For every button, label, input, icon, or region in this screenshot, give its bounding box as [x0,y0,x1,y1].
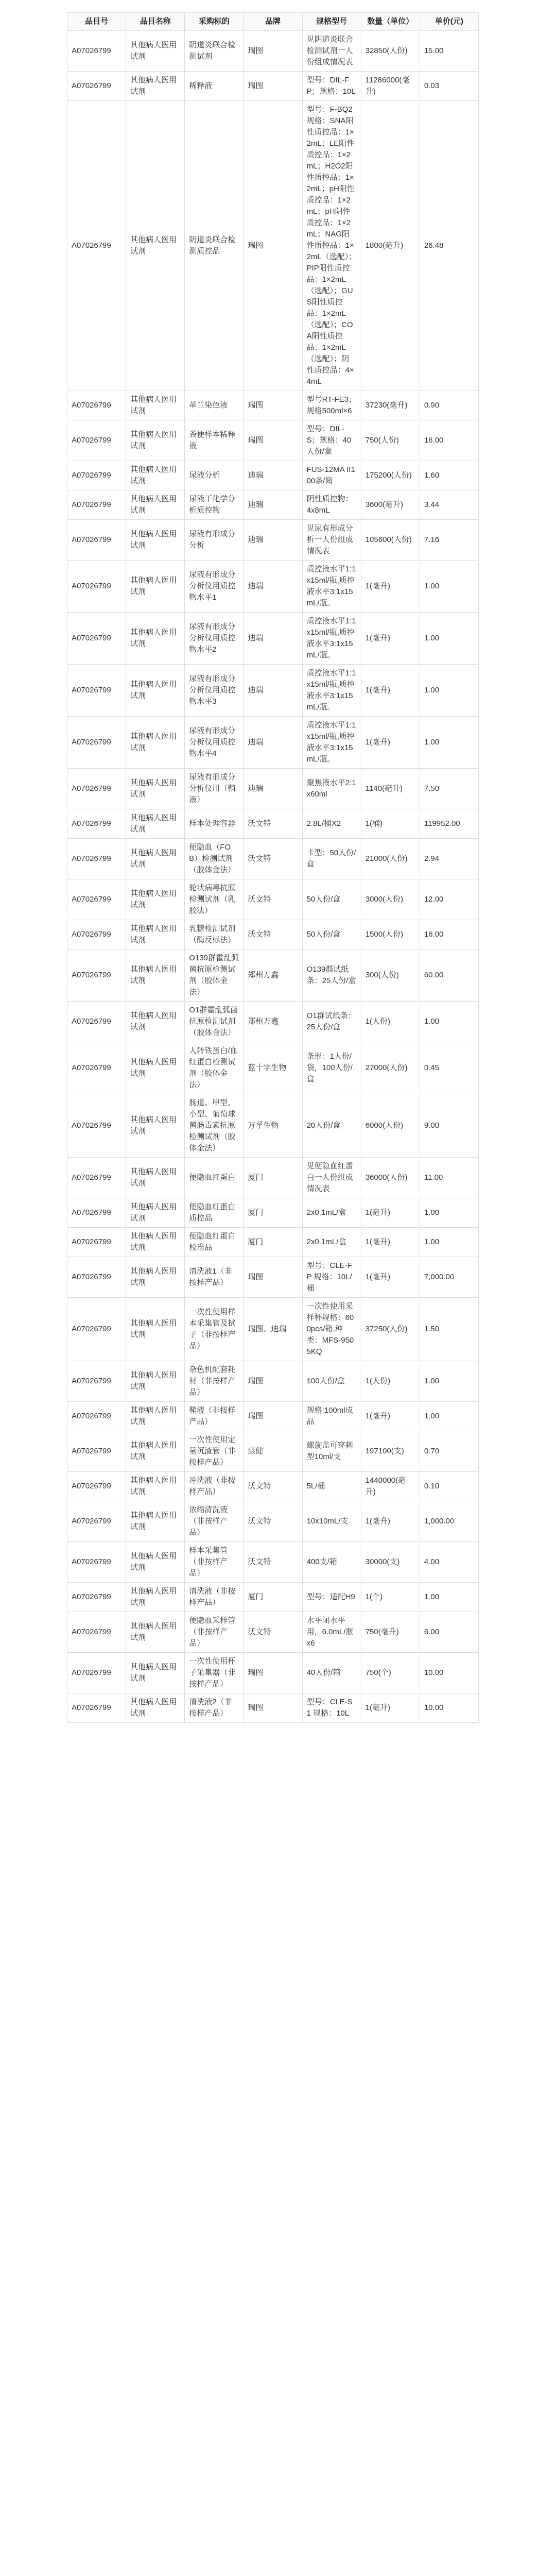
table-body [67,31,479,1723]
cell-item-name: 其他病人医用试剂 [126,1431,185,1472]
header-quantity: 数量（单位） [361,13,420,31]
cell-target: 鞘液（非按样产品） [185,1402,244,1431]
cell-target: O1群霍乱弧菌抗原检测试剂（胶体金法） [185,1002,244,1042]
cell-target: 清洗液2（非按样产品） [185,1693,244,1723]
cell-target: 便隐血红蛋白 [185,1158,244,1198]
cell-brand: 瑞图 [244,1693,302,1723]
cell-spec: 50人份/盒 [302,920,361,950]
cell-item-name: 其他病人医用试剂 [126,839,185,879]
cell-item-code: A07026799 [67,1298,126,1361]
cell-target: 粪便样本稀释液 [185,420,244,461]
cell-item-name: 其他病人医用试剂 [126,1361,185,1402]
cell-unit-price: 11.00 [420,1158,478,1198]
cell-quantity: 6000(人份) [361,1094,420,1158]
cell-unit-price: 12.00 [420,879,478,920]
table-row [67,1653,479,1693]
cell-brand: 沃文特 [244,809,302,839]
cell-spec: 条形：1人份/袋，100人份/盒 [302,1042,361,1094]
cell-item-name: 其他病人医用试剂 [126,420,185,461]
cell-item-code: A07026799 [67,391,126,420]
cell-spec: 10x10mL/支 [302,1501,361,1542]
cell-target: 阴道炎联合检测质控品 [185,101,244,391]
cell-quantity: 1(毫升) [361,1501,420,1542]
cell-quantity: 37250(人份) [361,1298,420,1361]
cell-spec: O139群试纸条：25人份/盒 [302,950,361,1002]
cell-item-code: A07026799 [67,769,126,809]
cell-target: 尿液有形成分分析仪用质控物水平1 [185,561,244,613]
cell-quantity: 1(桶) [361,809,420,839]
cell-brand: 厦门 [244,1198,302,1228]
cell-spec: 型号：适配H9 [302,1583,361,1612]
cell-spec: FUS-12MA II100条/筒 [302,461,361,490]
cell-item-code: A07026799 [67,717,126,769]
cell-unit-price: 7.50 [420,769,478,809]
cell-brand: 迪瑞 [244,461,302,490]
table-row [67,1501,479,1542]
cell-brand: 郑州万鑫 [244,950,302,1002]
cell-target: 革兰染色液 [185,391,244,420]
cell-item-code: A07026799 [67,1257,126,1298]
table-row [67,1094,479,1158]
table-row [67,839,479,879]
cell-item-name: 其他病人医用试剂 [126,490,185,520]
cell-unit-price: 0.45 [420,1042,478,1094]
table-row [67,1198,479,1228]
cell-item-code: A07026799 [67,520,126,561]
cell-spec: 质控液水平1:1x15ml/瓶,质控液水平3:1x15mL/瓶。 [302,717,361,769]
cell-item-code: A07026799 [67,31,126,72]
cell-item-name: 其他病人医用试剂 [126,1501,185,1542]
cell-quantity: 1(毫升) [361,1693,420,1723]
cell-item-code: A07026799 [67,1693,126,1723]
cell-quantity: 750(毫升) [361,1612,420,1653]
cell-quantity: 1800(毫升) [361,101,420,391]
cell-spec: 见便隐血红蛋白一人份组成情况表 [302,1158,361,1198]
cell-quantity: 30000(支) [361,1542,420,1583]
cell-brand: 迪瑞 [244,490,302,520]
cell-quantity: 1(人份) [361,1002,420,1042]
cell-brand: 沃文特 [244,879,302,920]
cell-target: 轮状病毒抗原检测试剂（乳胶法） [185,879,244,920]
table-row [67,950,479,1002]
cell-quantity: 11286000(毫升) [361,72,420,101]
cell-quantity: 36000(人份) [361,1158,420,1198]
cell-unit-price: 0.03 [420,72,478,101]
cell-item-code: A07026799 [67,1612,126,1653]
cell-spec: 质控液水平1:1x15ml/瓶,质控液水平3:1x15mL/瓶。 [302,665,361,717]
cell-unit-price: 1.00 [420,1228,478,1257]
cell-spec: 型号：DIL-FP；规格：10L [302,72,361,101]
cell-brand: 瑞图 [244,72,302,101]
cell-item-name: 其他病人医用试剂 [126,1158,185,1198]
cell-quantity: 197100(支) [361,1431,420,1472]
table-row [67,613,479,665]
cell-unit-price: 0.70 [420,1431,478,1472]
cell-brand: 沃文特 [244,839,302,879]
cell-spec: 20人份/盒 [302,1094,361,1158]
cell-target: 清洗液（非按样产品） [185,1583,244,1612]
cell-quantity: 21000(人份) [361,839,420,879]
table-row [67,1298,479,1361]
cell-unit-price: 4.00 [420,1542,478,1583]
table-row [67,520,479,561]
cell-quantity: 1(毫升) [361,1198,420,1228]
cell-unit-price: 1.60 [420,461,478,490]
cell-item-name: 其他病人医用试剂 [126,809,185,839]
cell-quantity: 1(毫升) [361,1228,420,1257]
cell-unit-price: 1.00 [420,1583,478,1612]
cell-target: 尿液干化学分析质控物 [185,490,244,520]
cell-brand: 迪瑞 [244,613,302,665]
cell-item-name: 其他病人医用试剂 [126,1198,185,1228]
cell-unit-price: 0.10 [420,1472,478,1501]
cell-item-name: 其他病人医用试剂 [126,101,185,391]
table-row [67,420,479,461]
cell-spec: 见尿有形成分析一人份组成情况表 [302,520,361,561]
cell-item-name: 其他病人医用试剂 [126,31,185,72]
cell-spec: 50人份/盒 [302,879,361,920]
cell-unit-price: 10.00 [420,1693,478,1723]
table-row [67,1042,479,1094]
cell-quantity: 3600(毫升) [361,490,420,520]
cell-spec: 型号RT-FE3；规格500ml×6 [302,391,361,420]
cell-item-name: 其他病人医用试剂 [126,950,185,1002]
cell-item-code: A07026799 [67,1198,126,1228]
cell-item-code: A07026799 [67,461,126,490]
cell-brand: 康健 [244,1431,302,1472]
cell-item-name: 其他病人医用试剂 [126,613,185,665]
cell-item-code: A07026799 [67,101,126,391]
cell-item-name: 其他病人医用试剂 [126,1612,185,1653]
cell-quantity: 105600(人份) [361,520,420,561]
cell-unit-price: 7.16 [420,520,478,561]
cell-target: 样本采集管（非按样产品） [185,1542,244,1583]
cell-quantity: 1(毫升) [361,665,420,717]
table-row [67,1612,479,1653]
cell-item-name: 其他病人医用试剂 [126,920,185,950]
cell-brand: 迪瑞 [244,561,302,613]
cell-target: 尿液有形成分分析仪用质控物水平4 [185,717,244,769]
cell-spec: 见阴道炎联合检测试剂一人份组成情况表 [302,31,361,72]
cell-brand: 瑞图 [244,1653,302,1693]
cell-target: 肠道、甲型、小型、葡萄球菌肠毒素抗原检测试剂（胶体金法） [185,1094,244,1158]
cell-spec: 一次性使用采样杯规格：600pcs/箱,种类：MFS-9505KQ [302,1298,361,1361]
cell-unit-price: 3.44 [420,490,478,520]
cell-unit-price: 6.00 [420,1612,478,1653]
table-row [67,461,479,490]
cell-item-code: A07026799 [67,1402,126,1431]
cell-spec: O1群试纸条：25人份/盒 [302,1002,361,1042]
cell-brand: 瑞图 [244,31,302,72]
cell-quantity: 3000(人份) [361,879,420,920]
cell-item-name: 其他病人医用试剂 [126,1042,185,1094]
cell-target: 尿液有形成分分析 [185,520,244,561]
table-row [67,1542,479,1583]
cell-unit-price: 10.00 [420,1653,478,1693]
cell-item-code: A07026799 [67,1653,126,1693]
cell-unit-price: 7,000.00 [420,1257,478,1298]
cell-unit-price: 1.00 [420,1002,478,1042]
cell-unit-price: 15.00 [420,31,478,72]
cell-brand: 迪瑞 [244,665,302,717]
cell-spec: 型号：CLE-S1 规格：10L [302,1693,361,1723]
cell-target: 便隐血（FOB）检测试剂（胶体金法） [185,839,244,879]
cell-brand: 沃文特 [244,1501,302,1542]
header-item-name: 品目名称 [126,13,185,31]
cell-brand: 迪瑞 [244,769,302,809]
cell-item-name: 其他病人医用试剂 [126,879,185,920]
cell-brand: 瑞图、迪瑞 [244,1298,302,1361]
cell-quantity: 300(人份) [361,950,420,1002]
cell-item-code: A07026799 [67,1228,126,1257]
cell-item-code: A07026799 [67,1583,126,1612]
cell-brand: 迪瑞 [244,520,302,561]
cell-target: 样本处理容器 [185,809,244,839]
table-row [67,809,479,839]
cell-brand: 蓝十字生物 [244,1042,302,1094]
table-row [67,101,479,391]
cell-brand: 沃文特 [244,1612,302,1653]
cell-unit-price: 1.00 [420,717,478,769]
table-row [67,31,479,72]
cell-quantity: 1(人份) [361,1361,420,1402]
cell-brand: 沃文特 [244,920,302,950]
cell-target: 人转铁蛋白/血红蛋白检测试剂（胶体金法） [185,1042,244,1094]
table-row [67,1257,479,1298]
cell-spec: 型号：DIL-S；规格：40人份/盒 [302,420,361,461]
cell-spec: 卡型：50人份/盒 [302,839,361,879]
cell-target: 便隐血红蛋白校准品 [185,1228,244,1257]
cell-item-name: 其他病人医用试剂 [126,1228,185,1257]
table-row [67,769,479,809]
cell-brand: 瑞图 [244,420,302,461]
cell-quantity: 1(个) [361,1583,420,1612]
cell-unit-price: 16.00 [420,920,478,950]
cell-unit-price: 0.90 [420,391,478,420]
cell-target: 尿液有形成分分析仪用质控物水平3 [185,665,244,717]
cell-item-code: A07026799 [67,490,126,520]
cell-spec: 2.8L/桶X2 [302,809,361,839]
table-row [67,1361,479,1402]
header-unit-price: 单价(元) [420,13,478,31]
cell-unit-price: 1,000.00 [420,1501,478,1542]
cell-target: 冲洗液（非按样产品） [185,1472,244,1501]
cell-target: 尿液有形成分分析仪用（鞘液） [185,769,244,809]
cell-unit-price: 1.00 [420,665,478,717]
cell-quantity: 27000(人份) [361,1042,420,1094]
header-item-code: 品目号 [67,13,126,31]
cell-quantity: 1140(毫升) [361,769,420,809]
cell-quantity: 37230(毫升) [361,391,420,420]
cell-item-name: 其他病人医用试剂 [126,1402,185,1431]
cell-item-name: 其他病人医用试剂 [126,1693,185,1723]
cell-unit-price: 1.00 [420,1198,478,1228]
cell-unit-price: 9.00 [420,1094,478,1158]
cell-unit-price: 26.48 [420,101,478,391]
cell-brand: 沃文特 [244,1542,302,1583]
cell-spec: 规格:100ml成品 [302,1402,361,1431]
table-row [67,391,479,420]
cell-brand: 瑞图 [244,101,302,391]
table-row [67,561,479,613]
table-row [67,717,479,769]
cell-target: 尿液分析 [185,461,244,490]
cell-item-name: 其他病人医用试剂 [126,561,185,613]
procurement-table [67,12,479,1723]
cell-brand: 厦门 [244,1228,302,1257]
cell-quantity: 32850(人份) [361,31,420,72]
cell-item-code: A07026799 [67,950,126,1002]
cell-item-code: A07026799 [67,561,126,613]
cell-item-code: A07026799 [67,1431,126,1472]
cell-unit-price: 1.00 [420,1361,478,1402]
cell-item-code: A07026799 [67,72,126,101]
cell-item-code: A07026799 [67,1472,126,1501]
cell-target: 稀释液 [185,72,244,101]
cell-item-code: A07026799 [67,1002,126,1042]
cell-unit-price: 1.50 [420,1298,478,1361]
cell-spec: 质控液水平1:1x15ml/瓶,质控液水平3:1x15mL/瓶。 [302,613,361,665]
cell-brand: 瑞图 [244,1402,302,1431]
cell-quantity: 175200(人份) [361,461,420,490]
cell-spec: 聚焦液水平2:1x60ml [302,769,361,809]
cell-target: 阴道炎联合检测试剂 [185,31,244,72]
cell-quantity: 1(毫升) [361,613,420,665]
cell-spec: 水平闭水平用，6.0mL/瓶x6 [302,1612,361,1653]
cell-item-name: 其他病人医用试剂 [126,717,185,769]
cell-item-name: 其他病人医用试剂 [126,1094,185,1158]
cell-item-code: A07026799 [67,1042,126,1094]
cell-item-name: 其他病人医用试剂 [126,1257,185,1298]
cell-target: 一次性使用杯子采集器（非按样产品） [185,1653,244,1693]
cell-spec: 2x0.1mL/盒 [302,1198,361,1228]
cell-item-name: 其他病人医用试剂 [126,1472,185,1501]
cell-item-code: A07026799 [67,613,126,665]
cell-target: 浓缩清洗液（非按样产品） [185,1501,244,1542]
cell-item-code: A07026799 [67,879,126,920]
cell-item-name: 其他病人医用试剂 [126,769,185,809]
cell-quantity: 750(人份) [361,420,420,461]
cell-item-code: A07026799 [67,1542,126,1583]
table-row [67,1431,479,1472]
cell-spec: 5L/桶 [302,1472,361,1501]
cell-target: 清洗液1（非按样产品） [185,1257,244,1298]
cell-item-name: 其他病人医用试剂 [126,1542,185,1583]
cell-target: 杂色机配套耗材（非按样产品） [185,1361,244,1402]
cell-item-name: 其他病人医用试剂 [126,461,185,490]
cell-spec: 型号：F-BQ2规格：SNA阳性质控品：1×2mL；LE阳性质控品：1×2mL；H2O2阳性质控品：1×2mL；pH阳性质控品：1×2mL；pH阴性质控品：1×2mL；NAG阳性质控品：1×2mL（选配）；PIP阳性质控品：1×2mL（选配）；GUS阳性质控品：1×2mL（选配）；COA阳性质控品：1×2mL（选配）；阴性质控品：4×4mL [302,101,361,391]
cell-item-code: A07026799 [67,839,126,879]
cell-item-code: A07026799 [67,1361,126,1402]
table-row [67,1002,479,1042]
table-row [67,490,479,520]
cell-quantity: 1(毫升) [361,1257,420,1298]
cell-item-name: 其他病人医用试剂 [126,1653,185,1693]
cell-quantity: 750(个) [361,1653,420,1693]
cell-brand: 瑞图 [244,1361,302,1402]
cell-target: O139群霍乱弧菌抗原检测试剂（胶体金法） [185,950,244,1002]
table-header-row [67,13,479,31]
cell-spec: 2x0.1mL/盒 [302,1228,361,1257]
cell-item-code: A07026799 [67,665,126,717]
header-target: 采购标的 [185,13,244,31]
cell-brand: 瑞图 [244,391,302,420]
cell-item-name: 其他病人医用试剂 [126,665,185,717]
cell-item-code: A07026799 [67,1094,126,1158]
cell-unit-price: 1.00 [420,561,478,613]
cell-spec: 质控液水平1:1x15ml/瓶,质控液水平3:1x15mL/瓶。 [302,561,361,613]
cell-brand: 厦门 [244,1583,302,1612]
cell-quantity: 1(毫升) [361,717,420,769]
cell-quantity: 1440000(毫升) [361,1472,420,1501]
cell-unit-price: 60.00 [420,950,478,1002]
cell-brand: 瑞图 [244,1257,302,1298]
table-row [67,1693,479,1723]
cell-item-code: A07026799 [67,1501,126,1542]
table-row [67,1402,479,1431]
cell-quantity: 1500(人份) [361,920,420,950]
cell-spec: 阴性质控物：4x8mL [302,490,361,520]
cell-item-name: 其他病人医用试剂 [126,1002,185,1042]
cell-unit-price: 119952.00 [420,809,478,839]
table-row [67,879,479,920]
cell-unit-price: 1.00 [420,1402,478,1431]
cell-item-name: 其他病人医用试剂 [126,1583,185,1612]
cell-item-name: 其他病人医用试剂 [126,391,185,420]
cell-unit-price: 1.00 [420,613,478,665]
cell-spec: 40人份/箱 [302,1653,361,1693]
cell-brand: 郑州万鑫 [244,1002,302,1042]
cell-brand: 厦门 [244,1158,302,1198]
table-row [67,1228,479,1257]
cell-spec: 螺旋盖可穿刺型10ml/支 [302,1431,361,1472]
cell-target: 乳糖检测试剂（酶反标法） [185,920,244,950]
table-row [67,72,479,101]
cell-brand: 万孚生物 [244,1094,302,1158]
table-row [67,665,479,717]
cell-item-name: 其他病人医用试剂 [126,1298,185,1361]
cell-item-code: A07026799 [67,420,126,461]
cell-quantity: 1(毫升) [361,1402,420,1431]
cell-item-name: 其他病人医用试剂 [126,72,185,101]
cell-target: 一次性使用样本采集管及拭子（非按样产品） [185,1298,244,1361]
table-row [67,1583,479,1612]
cell-unit-price: 16.00 [420,420,478,461]
cell-brand: 迪瑞 [244,717,302,769]
cell-spec: 型号：CLE-FP 规格：10L/桶 [302,1257,361,1298]
cell-brand: 沃文特 [244,1472,302,1501]
cell-target: 便隐血红蛋白质控品 [185,1198,244,1228]
header-brand: 品牌 [244,13,302,31]
cell-item-code: A07026799 [67,809,126,839]
cell-item-name: 其他病人医用试剂 [126,520,185,561]
cell-spec: 400支/箱 [302,1542,361,1583]
cell-spec: 100人份/盒 [302,1361,361,1402]
table-row [67,1158,479,1198]
header-spec: 规格型号 [302,13,361,31]
cell-item-code: A07026799 [67,1158,126,1198]
cell-target: 一次性使用定量沉渣管（非按样产品） [185,1431,244,1472]
table-row [67,920,479,950]
cell-target: 便隐血采样管（非按样产品） [185,1612,244,1653]
cell-target: 尿液有形成分分析仪用质控物水平2 [185,613,244,665]
cell-item-code: A07026799 [67,920,126,950]
table-row [67,1472,479,1501]
cell-unit-price: 2.94 [420,839,478,879]
cell-quantity: 1(毫升) [361,561,420,613]
